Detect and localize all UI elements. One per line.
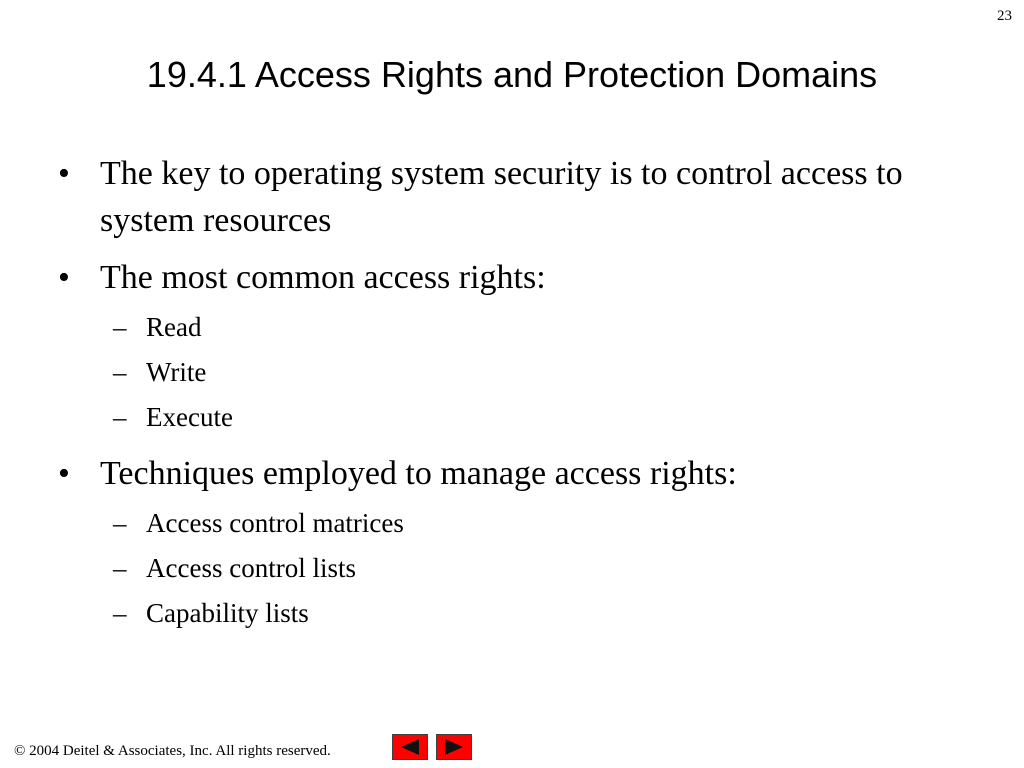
bullet-text: The most common access rights: — [100, 259, 546, 296]
slide-number: 23 — [997, 8, 1012, 24]
sub-bullet-text: Execute — [146, 402, 233, 432]
copyright-footer: © 2004 Deitel & Associates, Inc. All rights reserved. — [14, 743, 331, 759]
bullet-text: The key to operating system security is to control access to system resources — [100, 155, 903, 239]
sub-bullet-text: Capability lists — [146, 598, 309, 628]
sub-bullet-item — [58, 305, 958, 350]
sub-bullet-text: Access control matrices — [146, 508, 404, 538]
slide-content — [58, 150, 958, 642]
dash-marker: – — [113, 402, 127, 432]
sub-list — [58, 305, 958, 440]
next-slide-button[interactable] — [436, 734, 472, 760]
bullet-marker: • — [58, 455, 70, 492]
bullet-text: Techniques employed to manage access rights: — [100, 455, 737, 492]
sub-bullet-text: Read — [146, 312, 202, 342]
arrow-right-icon — [443, 738, 465, 756]
bullet-item — [58, 254, 958, 301]
slide-navigation — [392, 734, 472, 760]
slide-title: 19.4.1 Access Rights and Protection Domains — [146, 54, 878, 95]
sub-list — [58, 501, 958, 636]
sub-bullet-text: Write — [146, 357, 207, 387]
dash-marker: – — [113, 598, 127, 628]
sub-bullet-item — [58, 395, 958, 440]
sub-bullet-item — [58, 546, 958, 591]
sub-bullet-item — [58, 350, 958, 395]
bullet-marker: • — [58, 259, 70, 296]
arrow-left-icon — [399, 738, 421, 756]
bullet-item — [58, 150, 958, 244]
previous-slide-button[interactable] — [392, 734, 428, 760]
dash-marker: – — [113, 553, 127, 583]
bullet-item — [58, 450, 958, 497]
dash-marker: – — [113, 312, 127, 342]
bullet-marker: • — [58, 155, 70, 192]
dash-marker: – — [113, 357, 127, 387]
sub-bullet-item — [58, 501, 958, 546]
dash-marker: – — [113, 508, 127, 538]
sub-bullet-item — [58, 591, 958, 636]
sub-bullet-text: Access control lists — [146, 553, 356, 583]
